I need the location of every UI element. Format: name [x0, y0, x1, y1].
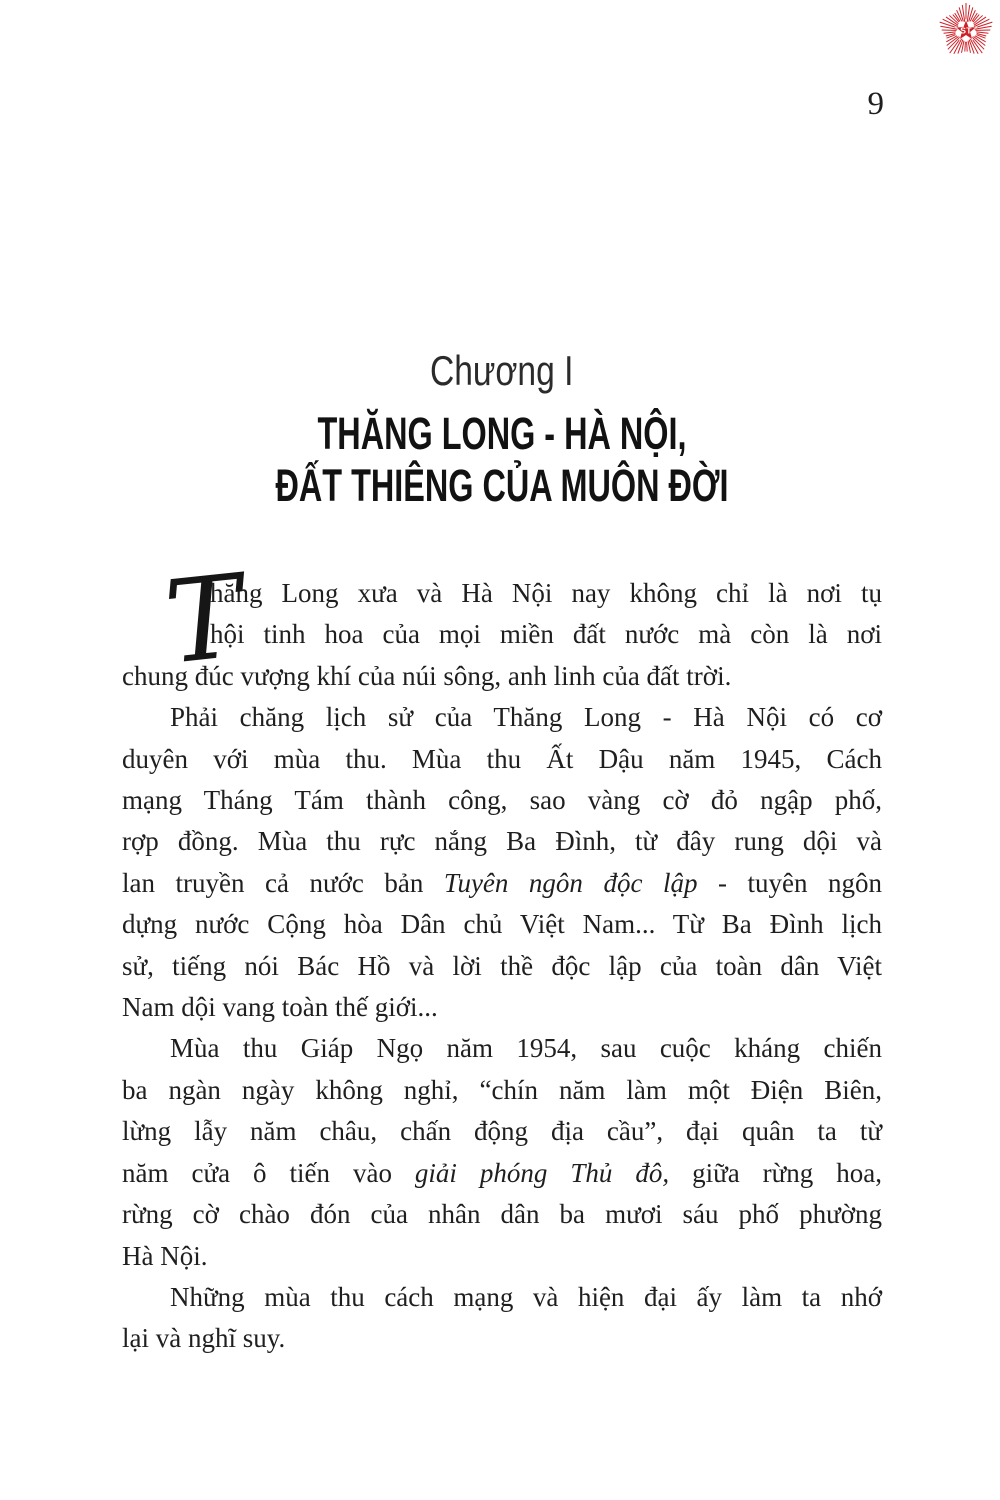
body-segment: ba ngàn ngày không nghỉ, “chín năm làm một Điện Biên, [122, 1074, 882, 1105]
paragraph [122, 697, 882, 1028]
body-line [122, 780, 882, 821]
body-segment: Nam dội vang toàn thế giới... [122, 992, 438, 1023]
body-italic-segment: giải phóng Thủ đô, [414, 1157, 670, 1188]
body-segment: sử, tiếng nói Bác Hồ và lời thề độc lập của toàn dân Việt [122, 950, 882, 981]
chapter-title [122, 408, 882, 512]
body-line [122, 821, 882, 862]
body-segment: Phải chăng lịch sử của Thăng Long - Hà Nội có cơ [170, 702, 882, 733]
drop-cap: T [159, 549, 249, 690]
chapter-label [122, 347, 882, 394]
body-segment: năm cửa ô tiến vào [122, 1157, 415, 1188]
body-segment: chung đúc vượng khí của núi sông, anh linh của đất trời. [122, 660, 732, 691]
body-line [122, 1277, 882, 1318]
body-segment: mạng Tháng Tám thành công, sao vàng cờ đỏ ngập phố, [122, 785, 882, 816]
body-line [122, 946, 882, 987]
body-segment: Mùa thu Giáp Ngọ năm 1954, sau cuộc kháng chiến [170, 1033, 882, 1064]
body-line [122, 1070, 882, 1111]
body-line [122, 1318, 882, 1359]
body-segment: lại và nghĩ suy. [122, 1323, 286, 1354]
body-line [122, 1153, 882, 1194]
publisher-star-logo [933, 2, 999, 62]
body-italic-segment: Tuyên ngôn độc lập [443, 867, 698, 898]
logo-monogram: ST [960, 25, 972, 36]
paragraph [122, 1028, 882, 1276]
body-segment: lan truyền cả nước bản [122, 867, 444, 898]
paragraph [122, 1277, 882, 1360]
body-line [122, 987, 882, 1028]
body-segment: lừng lẫy năm châu, chấn động địa cầu”, đại quân ta từ [122, 1116, 882, 1147]
body-line [122, 1028, 882, 1069]
body-segment: hăng Long xưa và Hà Nội nay không chỉ là nơi tụ [210, 578, 882, 608]
title-line-2: ĐẤT THIÊNG CỦA MUÔN ĐỜI [275, 460, 729, 511]
body-segment: - tuyên ngôn [697, 867, 883, 898]
body-segment: dựng nước Cộng hòa Dân chủ Việt Nam... Từ Ba Đình lịch [122, 909, 882, 940]
body-line [122, 1194, 882, 1235]
body-segment: giữa rừng hoa, [669, 1157, 882, 1188]
chapter-label-text: Chương I [430, 347, 574, 394]
body-text [122, 549, 883, 1360]
body-line [122, 1111, 882, 1152]
body-line [122, 863, 882, 904]
body-line [122, 697, 882, 738]
body-line [122, 904, 882, 945]
body-segment: rợp đồng. Mùa thu rực nắng Ba Đình, từ đây rung dội và [122, 826, 882, 857]
page-number: 9 [867, 86, 884, 122]
body-line [122, 739, 882, 780]
body-line [122, 1236, 882, 1277]
body-segment: rừng cờ chào đón của nhân dân ba mươi sáu phố phường [122, 1199, 882, 1230]
title-line-1: THĂNG LONG - HÀ NỘI, [317, 408, 687, 459]
body-segment: Những mùa thu cách mạng và hiện đại ấy làm ta nhớ [170, 1281, 882, 1312]
body-segment: duyên với mùa thu. Mùa thu Ất Dậu năm 1945, Cách [122, 743, 882, 774]
body-segment: Hà Nội. [122, 1240, 208, 1271]
body-segment: hội tinh hoa của mọi miền đất nước mà còn là nơi [210, 619, 882, 650]
